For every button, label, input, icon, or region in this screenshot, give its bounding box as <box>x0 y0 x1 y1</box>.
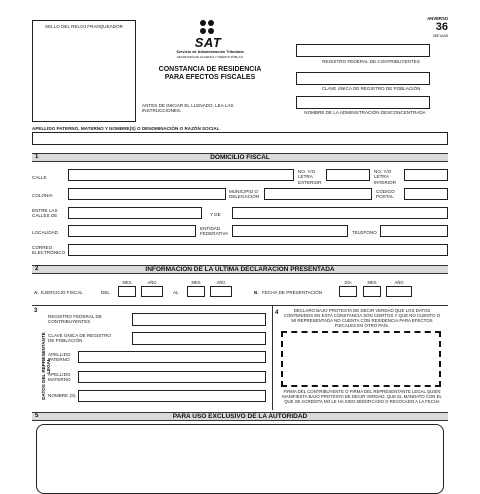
entre-calles-label: ENTRE LAS CALLES DE <box>32 208 58 219</box>
rep-nombre-field[interactable] <box>78 390 266 402</box>
form-code: 36F1A05 <box>432 34 448 38</box>
correo-label: CORREO ELECTRÓNICO <box>32 245 66 256</box>
section2-number: 2 <box>35 266 39 272</box>
al-label: AL <box>173 290 179 295</box>
section1-bar <box>32 153 448 162</box>
rep-rfc-field[interactable] <box>132 313 266 326</box>
telefono-label: TELÉFONO <box>352 230 377 235</box>
section3-4-divider <box>272 305 273 410</box>
al-mes-header: MES <box>191 280 201 285</box>
section2-title: INFORMACIÓN DE LA ÚLTIMA DECLARACIÓN PRESENTADA <box>145 266 335 273</box>
name-label: APELLIDO PATERNO, MATERNO Y NOMBRE(S) O DENOMINACIÓN O RAZÓN SOCIAL <box>32 126 220 131</box>
rfc-field[interactable] <box>296 44 430 57</box>
al-anio-header: AÑO <box>216 280 226 285</box>
rep-paterno-field[interactable] <box>78 351 266 363</box>
stamp-label: SELLO DEL RELOJ FRANQUEADOR <box>45 24 123 29</box>
correo-field[interactable] <box>68 244 448 256</box>
telefono-field[interactable] <box>380 225 448 237</box>
calle-label: CALLE <box>32 175 47 180</box>
admin-field[interactable] <box>296 96 430 109</box>
rep-curp-label: CLAVE ÚNICA DE REGISTRO DE POBLACIÓN <box>48 333 111 344</box>
section5-title: PARA USO EXCLUSIVO DE LA AUTORIDAD <box>172 413 308 420</box>
calle-field[interactable] <box>68 169 294 181</box>
al-mes-field[interactable] <box>187 286 205 297</box>
instructions-note: ANTES DE INICIAR EL LLENADO, LEA LAS INSTRUCCIONES. <box>142 103 234 114</box>
admin-label: NOMBRE DE LA ADMINISTRACIÓN DESCONCENTRADA <box>304 110 426 115</box>
municipio-field[interactable] <box>264 188 372 200</box>
section3-number: 3 <box>34 308 38 314</box>
cp-field[interactable] <box>404 188 448 200</box>
form-title-line2: PARA EFECTOS FISCALES <box>164 74 256 81</box>
rep-curp-field[interactable] <box>132 332 266 345</box>
rep-nombre-label: NOMBRE (S) <box>48 393 76 398</box>
form-title-line1: CONSTANCIA DE RESIDENCIA <box>158 66 262 73</box>
stamp-box <box>32 20 136 122</box>
signature-box[interactable] <box>281 331 441 387</box>
rep-materno-field[interactable] <box>78 371 266 383</box>
sat-logo-text: SAT <box>194 35 222 50</box>
section5-number: 5 <box>35 413 39 419</box>
entidad-field[interactable] <box>232 225 348 237</box>
fecha-label: FECHA DE PRESENTACIÓN <box>262 290 323 295</box>
name-field[interactable] <box>32 132 448 145</box>
section2-bar <box>32 265 448 274</box>
cp-label: CÓDIGO POSTAL <box>376 189 395 200</box>
sat-subtitle: Servicio de Administración Tributaria <box>176 50 244 54</box>
fecha-dia-field[interactable] <box>339 286 357 297</box>
declaration-text: DECLARO BAJO PROTESTA DE DECIR VERDAD QUE LOS DATOS CONTENIDOS EN ESTA CONSTANCIA SON CIERTOS Y QUE NO CUENTO O MI REPRESENTADA NO CUENTA CON RESIDENCIA PARA EFECTOS FISCALES EN OTRO PAÍS. <box>283 308 441 329</box>
fecha-anio-field[interactable] <box>386 286 412 297</box>
fecha-dia-header: DÍA <box>344 280 352 285</box>
representante-side-text: DATOS DEL REPRESENTANTE LEGAL <box>41 332 52 400</box>
rep-materno-label: APELLIDO MATERNO <box>48 372 71 383</box>
entre-calles-field[interactable] <box>68 207 202 219</box>
section3-top-rule <box>32 305 448 306</box>
no-int-label: NO. Y/O LETRA INTERIOR <box>374 169 396 185</box>
authority-box <box>36 424 444 494</box>
a-label: A. <box>34 290 39 295</box>
del-mes-header: MES <box>122 280 132 285</box>
signature-note: FIRMA DEL CONTRIBUYENTE O FIRMA DEL REPRESENTANTE LEGAL QUIEN MANIFIESTA BAJO PROTESTA DE DECIR VERDAD, QUE EL MANDATO CON EL QUE SE ACREDITA NO LE HA SIDO MODIFICADO O REVOCADO A LA FECHA <box>282 389 442 404</box>
del-anio-header: AÑO <box>147 280 157 285</box>
localidad-field[interactable] <box>68 225 196 237</box>
fecha-mes-field[interactable] <box>363 286 381 297</box>
no-int-field[interactable] <box>404 169 448 181</box>
fecha-anio-header: AÑO <box>394 280 404 285</box>
colonia-field[interactable] <box>68 188 226 200</box>
del-label: DEL <box>101 290 110 295</box>
rep-rfc-label: REGISTRO FEDERAL DE CONTRIBUYENTES <box>48 314 102 325</box>
section4-number: 4 <box>275 310 279 316</box>
section1-title: DOMICILIO FISCAL <box>210 154 270 161</box>
entidad-label: ENTIDAD FEDERATIVA <box>200 226 229 237</box>
section1-number: 1 <box>35 154 39 160</box>
curp-field[interactable] <box>296 72 430 85</box>
sat-sub2: SECRETARÍA DE HACIENDA Y CRÉDITO PÚBLICO <box>176 55 244 59</box>
del-anio-field[interactable] <box>141 286 163 297</box>
form-number: 36 <box>435 21 448 33</box>
no-ext-field[interactable] <box>326 169 370 181</box>
rep-paterno-label: APELLIDO PATERNO <box>48 352 71 363</box>
rfc-label: REGISTRO FEDERAL DE CONTRIBUYENTES <box>322 59 420 64</box>
b-label: B. <box>254 290 259 295</box>
municipio-label: MUNICIPIO O DELEGACIÓN <box>229 189 260 200</box>
localidad-label: LOCALIDAD <box>32 230 59 235</box>
y-de-label: Y DE <box>210 212 221 217</box>
al-anio-field[interactable] <box>210 286 232 297</box>
section5-bar <box>32 412 448 421</box>
no-ext-label: NO. Y/O LETRA EXTERIOR <box>298 169 322 185</box>
annex-label: ANVERSO <box>427 16 448 21</box>
colonia-label: COLONIA <box>32 193 53 198</box>
y-de-field[interactable] <box>232 207 448 219</box>
curp-label: CLAVE ÚNICA DE REGISTRO DE POBLACIÓN <box>321 86 421 91</box>
ejercicio-label: EJERCICIO FISCAL <box>41 290 83 295</box>
fecha-mes-header: MES <box>367 280 377 285</box>
del-mes-field[interactable] <box>118 286 136 297</box>
